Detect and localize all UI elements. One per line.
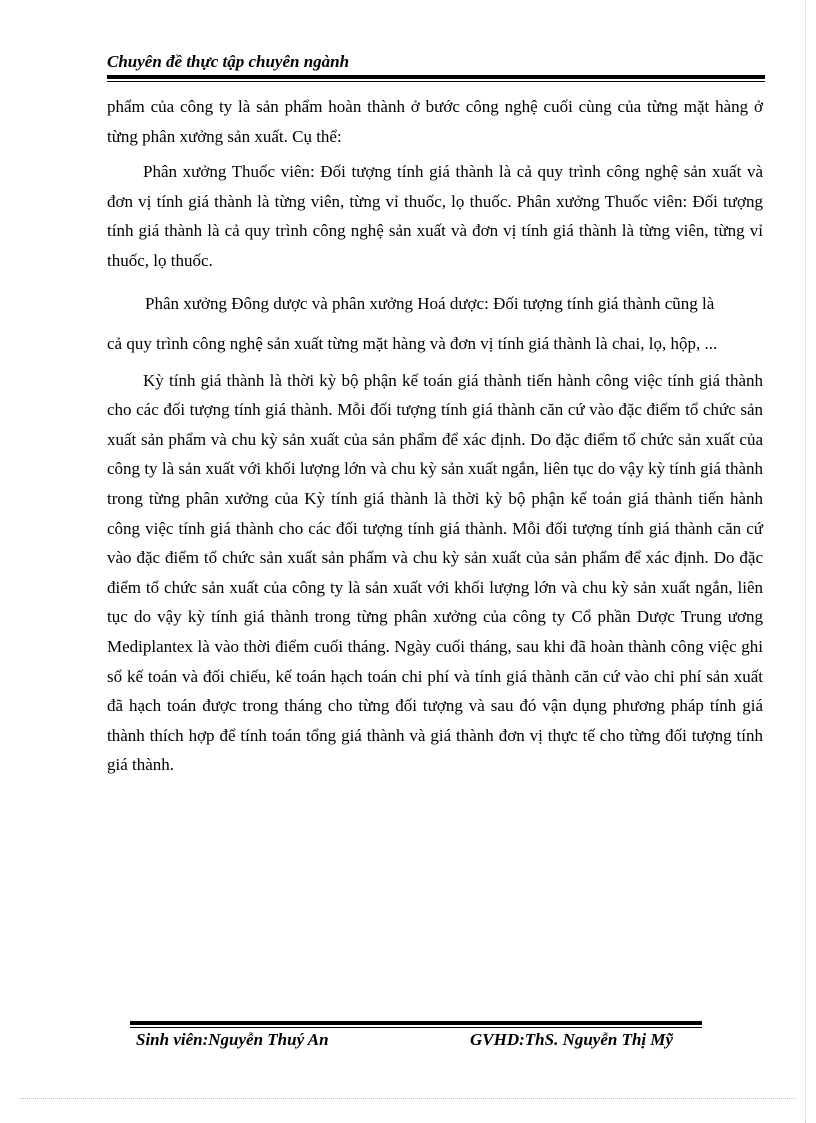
paragraph-3-text: Phân xưởng Đông dược và phân xưởng Hoá dược: Đối tượng tính giá thành cũng là cả quy trình công nghệ sản xuất từng mặt hàng và đơn vị tính giá thành là chai, lọ, hộp, ... (107, 293, 718, 353)
page-border-right (805, 0, 806, 1123)
header-rule (107, 75, 765, 79)
paragraph-1: phẩm của công ty là sản phẩm hoàn thành ở bước công nghệ cuối cùng của từng mặt hàng ở từng phân xưởng sản xuất. Cụ thể: (107, 97, 763, 146)
footer-advisor: GVHD:ThS. Nguyễn Thị Mỹ (470, 1030, 674, 1049)
footer-student: Sinh viên:Nguyễn Thuý An (136, 1030, 329, 1049)
header-title: Chuyên đề thực tập chuyên ngành (107, 52, 350, 71)
page-border-bottom (20, 1098, 796, 1099)
footer-rule-thin (130, 1027, 702, 1028)
footer-rule (130, 1021, 702, 1025)
paragraph-3 (107, 284, 727, 364)
body-text (107, 92, 763, 780)
paragraph-2: Phân xưởng Thuốc viên: Đối tượng tính giá thành là cả quy trình công nghệ sản xuất và đơn vị tính giá thành là từng viên, từng vỉ thuốc, lọ thuốc. Phân xưởng Thuốc viên: Đối tượng tính giá thành là cả quy trình công nghệ sản xuất và đơn vị tính giá thành là từng viên, từng vỉ thuốc, lọ thuốc. (107, 162, 763, 270)
header-rule-thin (107, 81, 765, 82)
paragraph-4: Kỳ tính giá thành là thời kỳ bộ phận kế toán giá thành tiến hành công việc tính giá thành cho các đối tượng tính giá thành. Mỗi đối tượng tính giá thành căn cứ vào đặc điểm tổ chức sản xuất sản phẩm và chu kỳ sản xuất của sản phẩm để xác định. Do đặc điểm tổ chức sản xuất của công ty là sản xuất với khối lượng lớn và chu kỳ sản xuất ngắn, liên tục do vậy kỳ tính giá thành trong từng phân xưởng của Kỳ tính giá thành là thời kỳ bộ phận kế toán giá thành tiến hành công việc tính giá thành cho các đối tượng tính giá thành. Mỗi đối tượng tính giá thành căn cứ vào đặc điểm tổ chức sản xuất sản phẩm và chu kỳ sản xuất của sản phẩm để xác định. Do đặc điểm tổ chức sản xuất của công ty là sản xuất với khối lượng lớn và chu kỳ sản xuất ngắn, liên tục do vậy kỳ tính giá thành trong từng phân xưởng của công ty Cổ phần Dược Trung ương Mediplantex là vào thời điểm cuối tháng. Ngày cuối tháng, sau khi đã hoàn thành công việc ghi sổ kế toán và đối chiếu, kế toán hạch toán chi phí và tính giá thành căn cứ vào chi phí sản xuất đã hạch toán được trong tháng cho từng đối tượng và sau đó vận dụng phương pháp tính giá thành thích hợp để tính toán tổng giá thành và giá thành đơn vị thực tế cho từng đối tượng tính giá thành. (107, 370, 763, 775)
